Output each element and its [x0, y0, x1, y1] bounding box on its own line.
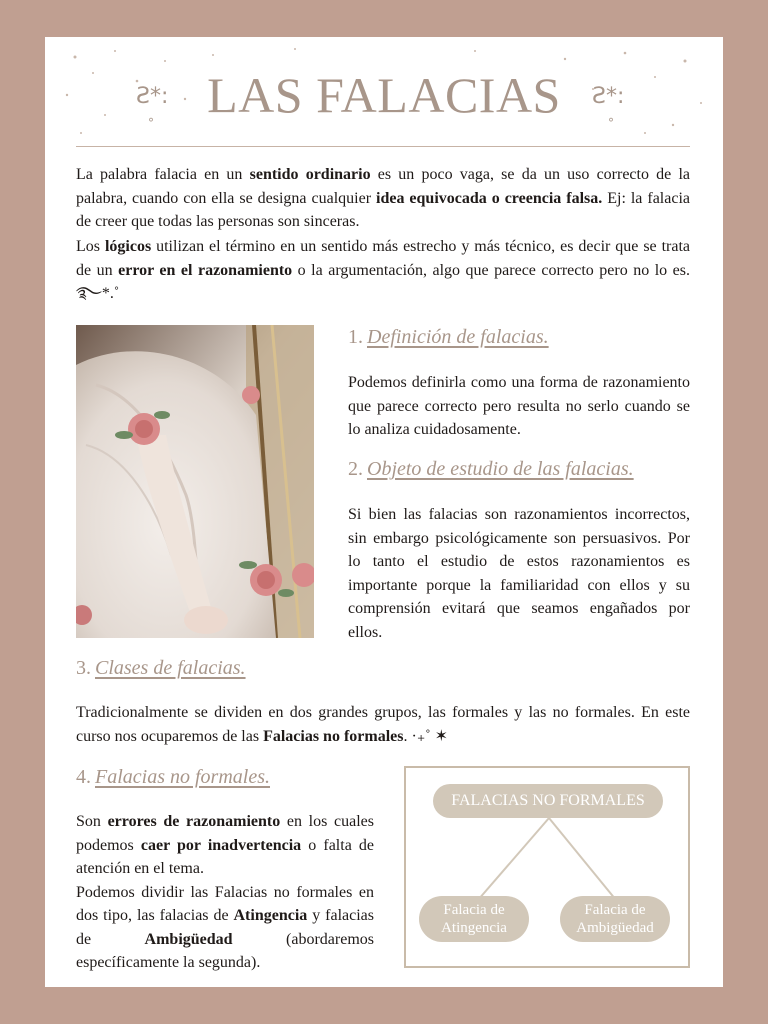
intro-paragraph-2: Los lógicos utilizan el término en un sentido más estrecho y más técnico, es decir que se trata de un error en el razonamiento o la argumentación, algo que parece correcto pero no lo es. ࿐*.˚ [76, 238, 691, 302]
title-divider [76, 146, 690, 147]
flourish-right-icon: Ƨ*: [592, 84, 625, 109]
dot-left-icon: ° [148, 116, 154, 130]
section-1-heading: 1. Definición de falacias. [348, 326, 549, 348]
sparkle-emoji-icon: ࿐*.˚ [76, 285, 120, 302]
flourish-left-icon: Ƨ*: [136, 84, 169, 109]
section-2-body: Si bien las falacias son razonamientos incorrectos, sin embargo psicológicamente son persuasivos. Por lo tanto el estudio de estos razonamientos es importante porque la familiaridad con ellos y su comprensión evitará que seamos engañados por ellos. [348, 506, 690, 641]
sparkle-star-icon: ·₊˚ ✶ [411, 727, 448, 745]
section-4-heading: 4. Falacias no formales. [76, 766, 270, 788]
page-title: LAS FALACIAS [207, 67, 561, 123]
fallacies-diagram [404, 766, 690, 968]
section-3-body: Tradicionalmente se dividen en dos grandes grupos, las formales y las no formales. En este curso nos ocuparemos de las Falacias no formales. ·₊˚ ✶ [76, 704, 690, 745]
section-2-heading: 2. Objeto de estudio de las falacias. [348, 458, 634, 480]
painting-image [76, 325, 314, 638]
diagram-node-ambiguedad: Falacia de Ambigüedad [560, 896, 670, 942]
dot-right-icon: ° [608, 116, 614, 130]
intro-paragraph-1: La palabra falacia en un sentido ordinario es un poco vaga, se da un uso correcto de la palabra, cuando con ella se designa cualquier idea equivocada o creencia falsa. Ej: la falacia de creer que todas las personas son sinceras. [76, 166, 691, 230]
section-3-heading: 3. Clases de falacias. [76, 657, 246, 679]
section-4-body: Son errores de razonamiento en los cuales podemos caer por inadvertencia o falta de atención en el tema. Podemos dividir las Falacias no formales en dos tipo, las falacias de Atingencia y falacias de Ambigüedad (abordaremos específicamente la segunda). [76, 813, 375, 971]
diagram-node-atingencia: Falacia de Atingencia [419, 896, 529, 942]
section-1-body: Podemos definirla como una forma de razonamiento que parece correcto pero resulta no serlo cuando se lo analiza cuidadosamente. [348, 374, 690, 438]
diagram-root-node: FALACIAS NO FORMALES [433, 784, 663, 818]
